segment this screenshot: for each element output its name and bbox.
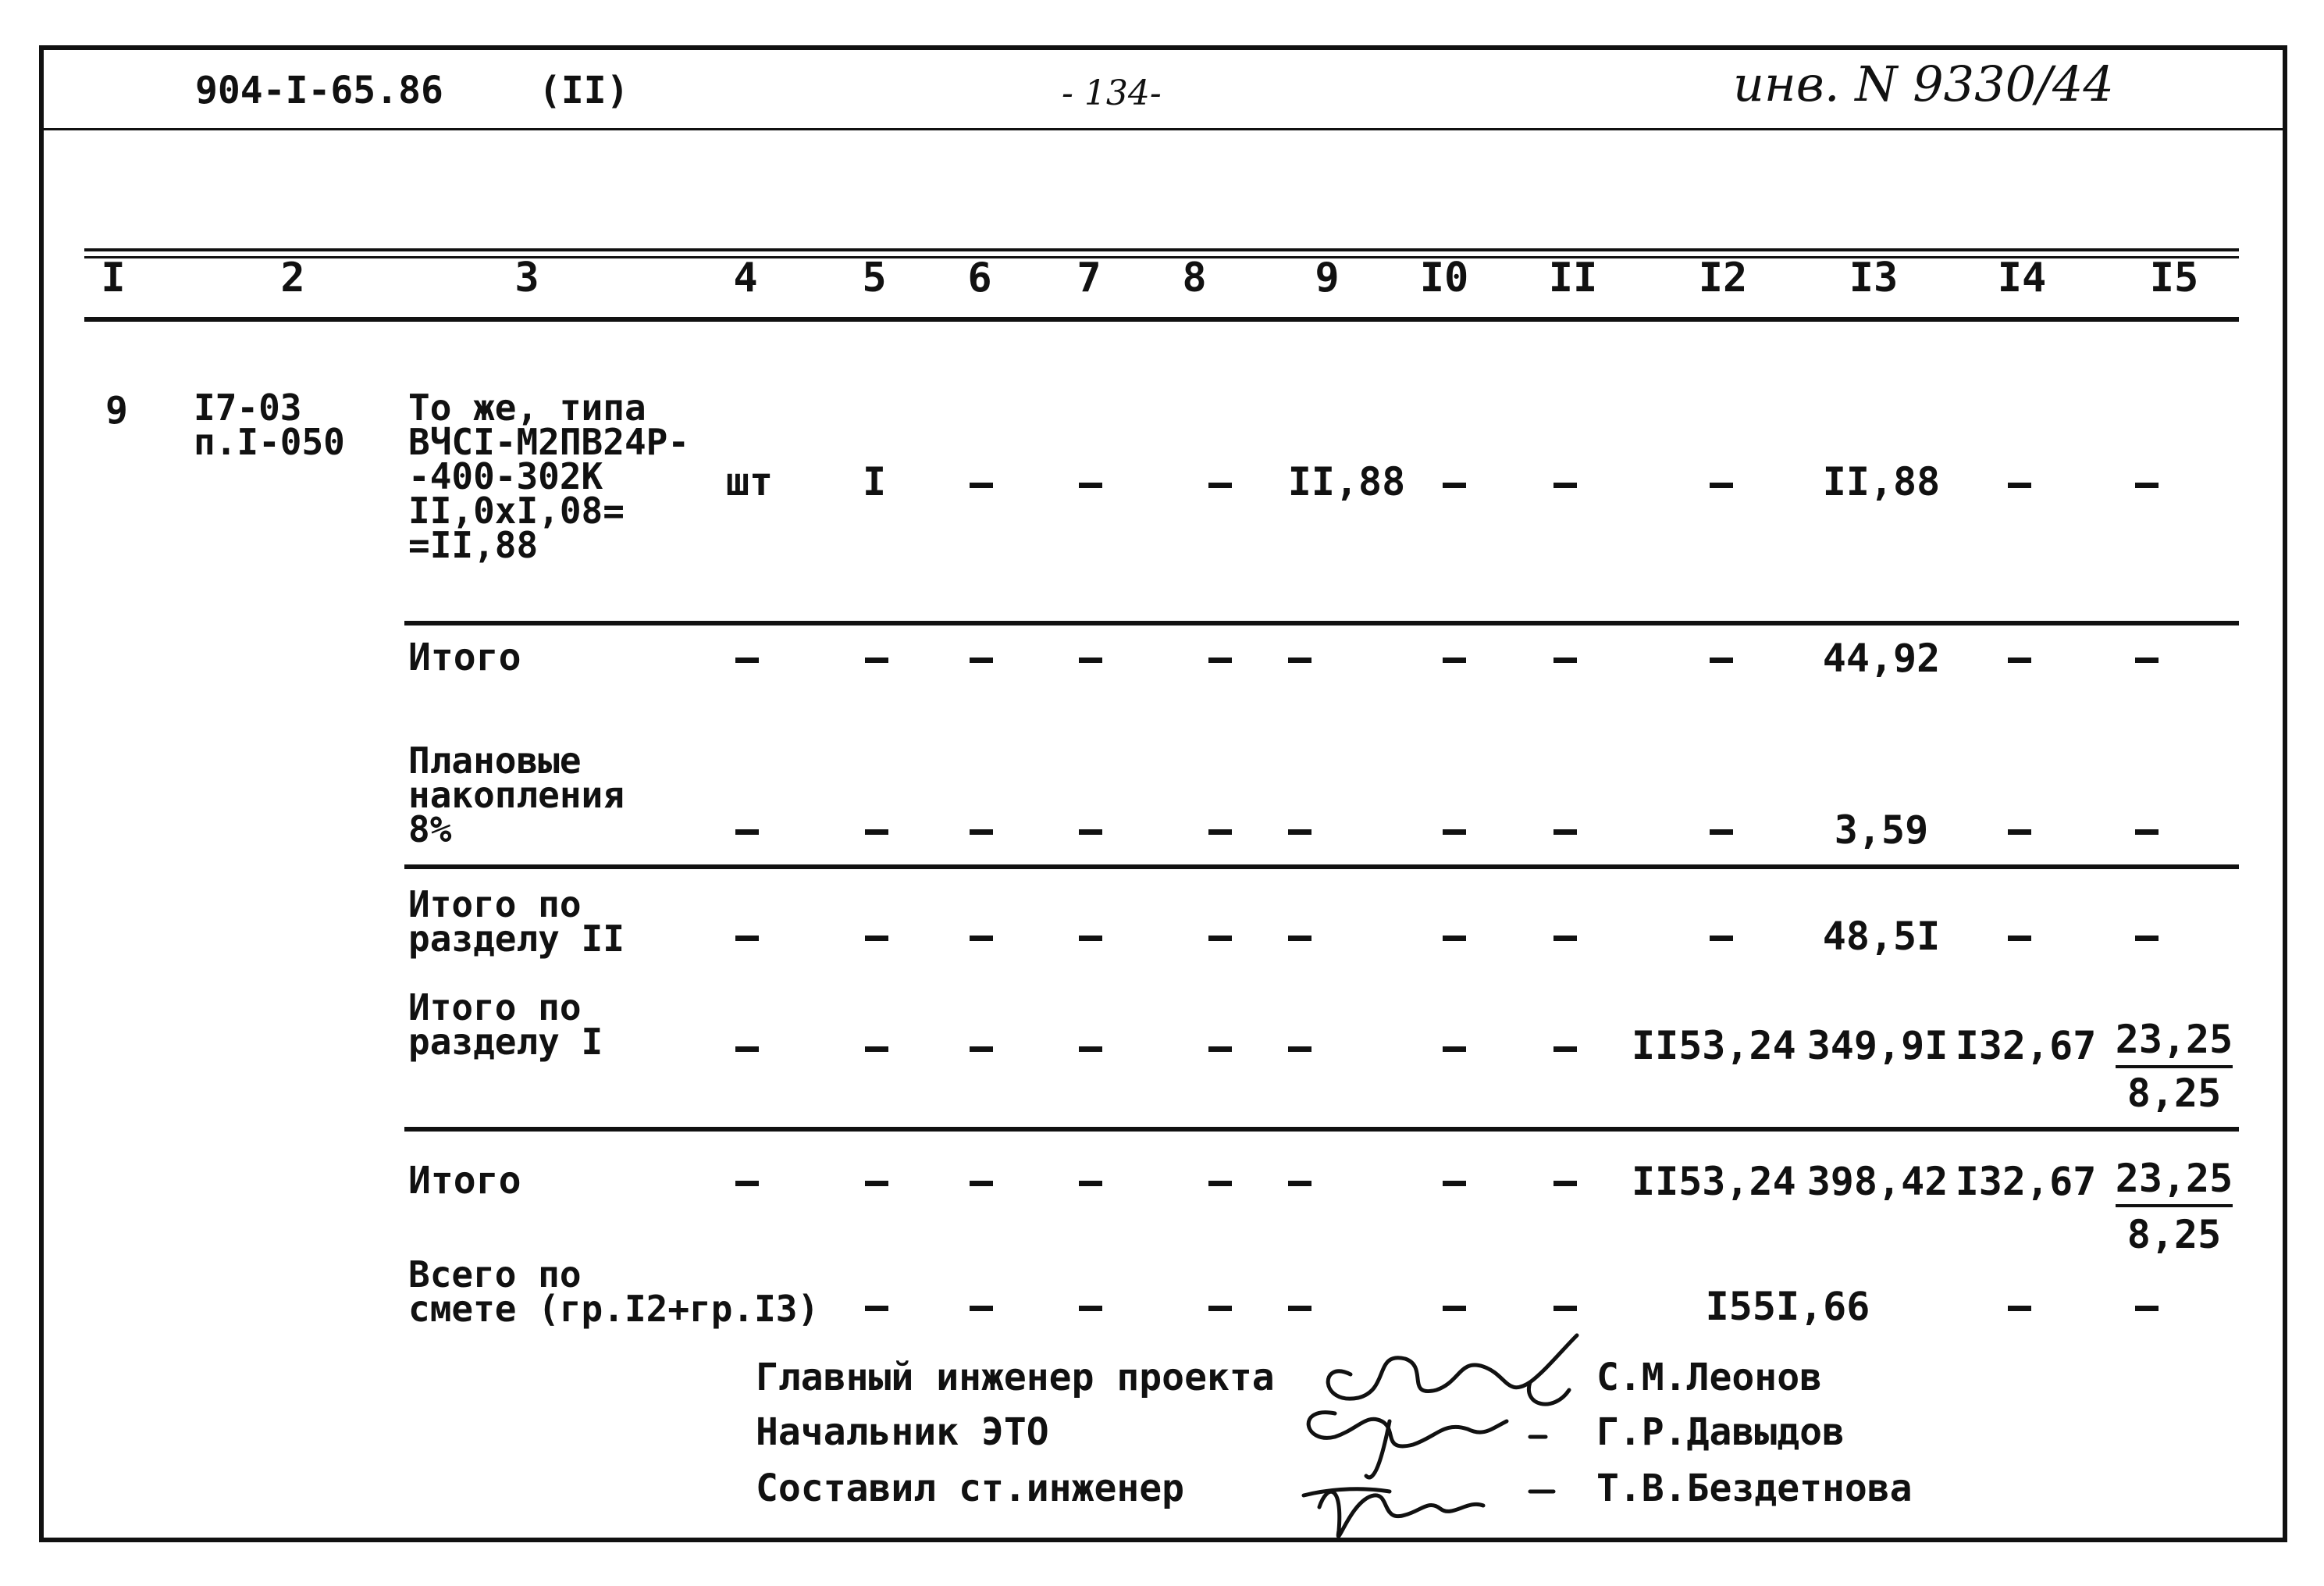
itogo1-dash-7: [1079, 658, 1102, 663]
col-num-10: I0: [1419, 255, 1469, 301]
rule-after-razdel1: [404, 1127, 2239, 1132]
itogo1-dash-5: [865, 658, 888, 663]
vsego-dash-10: [1443, 1306, 1466, 1311]
row9-c9: II,88: [1287, 459, 1406, 504]
itogo2-c15-top: [2108, 1156, 2240, 1201]
col-num-12: I2: [1698, 255, 1748, 301]
sig-name-davydov: Г.Р.Давыдов: [1596, 1410, 1845, 1454]
col-num-7: 7: [1077, 255, 1101, 301]
razdel1-c15-top: [2108, 1017, 2240, 1062]
row9-dash-7: [1079, 483, 1102, 488]
page-number: - 134-: [1062, 73, 1162, 113]
itogo2-dash-11: [1553, 1181, 1577, 1186]
itogo2-c15-bottom: 8,25: [2126, 1212, 2222, 1257]
itogo2-dash-6: [970, 1181, 993, 1186]
col-num-5: 5: [862, 255, 887, 301]
razdel1-dash-5: [865, 1046, 888, 1052]
razdel1-dash-7: [1079, 1046, 1102, 1052]
itogo1-label: Итого: [408, 636, 521, 679]
itogo2-dash-9: [1288, 1181, 1311, 1186]
razdel1-c12: II53,24: [1632, 1023, 1796, 1068]
razdel1-dash-4: [735, 1046, 759, 1052]
itogo2-dash-7: [1079, 1181, 1102, 1186]
col-num-13: I3: [1849, 255, 1899, 301]
itogo2-dash-10: [1443, 1181, 1466, 1186]
col-num-1: I: [101, 255, 126, 301]
razdel1-c15-bottom: 8,25: [2126, 1071, 2222, 1116]
razdel2-dash-5: [865, 936, 888, 941]
razdel1-dash-6: [970, 1046, 993, 1052]
plan-dash-15: [2135, 829, 2159, 835]
itogo2-label: Итого: [408, 1159, 521, 1203]
plan-dash-4: [735, 829, 759, 835]
vsego-dash-7: [1079, 1306, 1102, 1311]
razdel2-dash-9: [1288, 936, 1311, 941]
razdel1-dash-9: [1288, 1046, 1311, 1052]
razdel2-dash-10: [1443, 936, 1466, 941]
razdel1-dash-8: [1208, 1046, 1232, 1052]
razdel2-dash-14: [2008, 936, 2031, 941]
razdel2-label: Итого по разделу II: [408, 883, 625, 960]
row9-name: То же, типа ВЧСI-М2ПВ24Р- -400-302К II,0xI,08= =II,88: [408, 387, 690, 566]
row9-c13: II,88: [1822, 459, 1941, 504]
row9-dash-14: [2008, 483, 2031, 488]
plan-dash-6: [970, 829, 993, 835]
row9-qty: I: [862, 459, 887, 504]
col-num-3: 3: [514, 255, 539, 301]
col-num-2: 2: [280, 255, 305, 301]
razdel2-dash-7: [1079, 936, 1102, 941]
vsego-dash-9: [1288, 1306, 1311, 1311]
sig-title-head-eto: Начальник ЭТО: [756, 1410, 1049, 1454]
inventory-number: инв. N 9330/44: [1733, 55, 2114, 112]
row9-dash-12: [1710, 483, 1733, 488]
col-num-15: I5: [2149, 255, 2199, 301]
plan-label: Плановые накопления 8%: [408, 740, 625, 850]
vsego-dash-5: [865, 1306, 888, 1311]
itogo1-dash-12: [1710, 658, 1733, 663]
itogo1-dash-9: [1288, 658, 1311, 663]
razdel2-dash-8: [1208, 936, 1232, 941]
row9-dash-11: [1553, 483, 1577, 488]
doc-part: (II): [539, 69, 629, 112]
row9-dash-8: [1208, 483, 1232, 488]
plan-dash-14: [2008, 829, 2031, 835]
col-num-14: I4: [1997, 255, 2047, 301]
colhead-rule-bottom: [84, 317, 2239, 322]
vsego-dash-14: [2008, 1306, 2031, 1311]
vsego-dash-11: [1553, 1306, 1577, 1311]
itogo1-dash-6: [970, 658, 993, 663]
itogo1-dash-11: [1553, 658, 1577, 663]
sig-title-compiler: Составил ст.инженер: [756, 1467, 1185, 1510]
razdel2-dash-6: [970, 936, 993, 941]
row9-num: 9: [105, 389, 128, 433]
sig-title-chief-engineer: Главный инженер проекта: [756, 1356, 1275, 1399]
razdel2-dash-11: [1553, 936, 1577, 941]
sig-name-bezdetnova: Т.В.Бездетнова: [1596, 1467, 1913, 1510]
plan-dash-7: [1079, 829, 1102, 835]
itogo2-dash-4: [735, 1181, 759, 1186]
razdel2-dash-15: [2135, 936, 2159, 941]
razdel1-dash-11: [1553, 1046, 1577, 1052]
col-num-4: 4: [733, 255, 758, 301]
row9-dash-6: [970, 483, 993, 488]
colhead-rule-top: [84, 248, 2239, 251]
sig-name-leonov: С.М.Леонов: [1596, 1356, 1822, 1399]
itogo2-dash-5: [865, 1181, 888, 1186]
vsego-dash-15: [2135, 1306, 2159, 1311]
row9-unit: шт: [725, 459, 774, 504]
row9-dash-10: [1443, 483, 1466, 488]
rule-after-plan: [404, 864, 2239, 869]
plan-dash-9: [1288, 829, 1311, 835]
razdel1-label: Итого по разделу I: [408, 986, 603, 1063]
itogo2-c12: II53,24: [1632, 1159, 1796, 1204]
itogo2-dash-8: [1208, 1181, 1232, 1186]
itogo2-c14: I32,67: [1955, 1159, 2097, 1204]
itogo1-dash-8: [1208, 658, 1232, 663]
vsego-label: Всего по смете (гр.I2+гр.I3): [408, 1253, 820, 1330]
itogo2-c15-top-value: 23,25: [2116, 1156, 2233, 1207]
itogo1-dash-14: [2008, 658, 2031, 663]
rule-after-row9: [404, 621, 2239, 625]
plan-dash-8: [1208, 829, 1232, 835]
razdel2-dash-4: [735, 936, 759, 941]
signature-scribbles: [1272, 1328, 1600, 1562]
itogo1-dash-4: [735, 658, 759, 663]
vsego-c12-13: I55I,66: [1705, 1284, 1870, 1329]
razdel1-c15-top-value: 23,25: [2116, 1017, 2233, 1068]
razdel1-c13: 349,9I: [1806, 1023, 1949, 1068]
vsego-dash-8: [1208, 1306, 1232, 1311]
itogo1-c13: 44,92: [1822, 636, 1941, 681]
itogo2-c13: 398,42: [1806, 1159, 1949, 1204]
plan-dash-11: [1553, 829, 1577, 835]
col-num-11: II: [1548, 255, 1598, 301]
doc-code: 904-I-65.86: [195, 69, 443, 112]
plan-dash-5: [865, 829, 888, 835]
plan-dash-12: [1710, 829, 1733, 835]
razdel1-c14: I32,67: [1955, 1023, 2097, 1068]
col-num-9: 9: [1315, 255, 1340, 301]
header-divider: [39, 128, 2287, 130]
itogo1-dash-15: [2135, 658, 2159, 663]
row9-dash-15: [2135, 483, 2159, 488]
razdel1-dash-10: [1443, 1046, 1466, 1052]
razdel2-c13: 48,5I: [1822, 914, 1941, 959]
vsego-dash-6: [970, 1306, 993, 1311]
col-num-8: 8: [1182, 255, 1207, 301]
plan-dash-10: [1443, 829, 1466, 835]
itogo1-dash-10: [1443, 658, 1466, 663]
plan-c13: 3,59: [1834, 807, 1929, 853]
col-num-6: 6: [967, 255, 992, 301]
row9-code: I7-03 п.I-050: [194, 387, 345, 463]
razdel2-dash-12: [1710, 936, 1733, 941]
